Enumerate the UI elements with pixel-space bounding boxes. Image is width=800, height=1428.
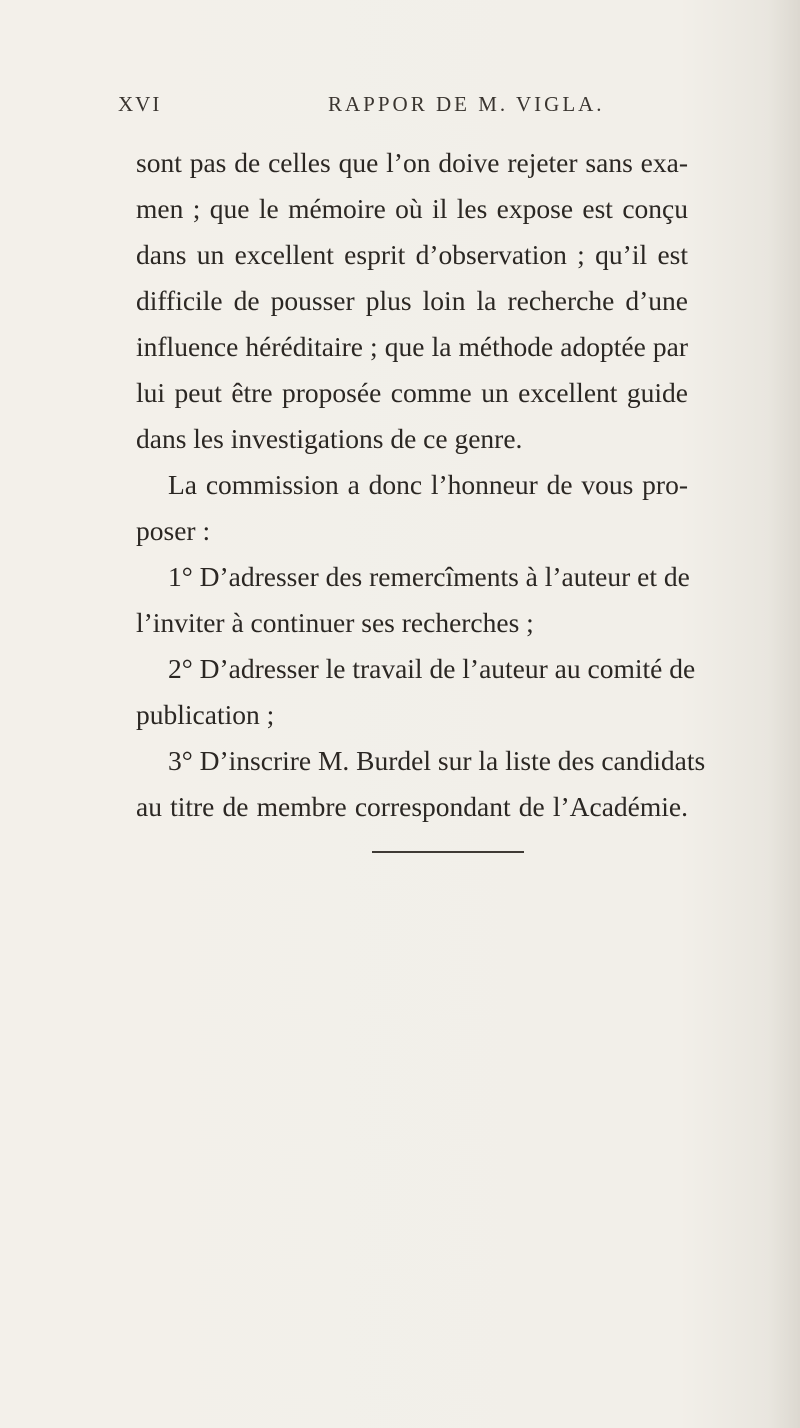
text-line: 2° D’adresser le travail de l’auteur au comité de xyxy=(168,653,696,684)
text-line: dans un excellent esprit d’observation ; qu’il est xyxy=(136,239,688,270)
text-line: dans les investigations de ce genre. xyxy=(136,423,523,454)
running-title: RAPPOR DE M. VIGLA. xyxy=(328,92,605,116)
text-line: publication ; xyxy=(136,699,275,730)
text-line: influence héréditaire ; que la méthode adoptée par xyxy=(136,331,688,362)
text-line: La commission a donc l’honneur de vous pro- xyxy=(168,469,688,500)
page-header xyxy=(118,92,678,122)
text-line: lui peut être proposée comme un excellent guide xyxy=(136,377,688,408)
folio: XVI xyxy=(118,92,162,116)
section-divider xyxy=(372,851,524,853)
text-line: 1° D’adresser des remercîments à l’auteur et de xyxy=(168,561,690,592)
text-line: 3° D’inscrire M. Burdel sur la liste des candidats xyxy=(168,745,706,776)
text-line: l’inviter à continuer ses recherches ; xyxy=(136,607,534,638)
body-text xyxy=(136,140,706,830)
text-line: poser : xyxy=(136,515,211,546)
text-line: sont pas de celles que l’on doive rejeter sans exa- xyxy=(136,147,688,178)
text-line: men ; que le mémoire où il les expose est conçu xyxy=(136,193,688,224)
text-line: au titre de membre correspondant de l’Académie. xyxy=(136,791,688,822)
text-line: difficile de pousser plus loin la recherche d’une xyxy=(136,285,688,316)
